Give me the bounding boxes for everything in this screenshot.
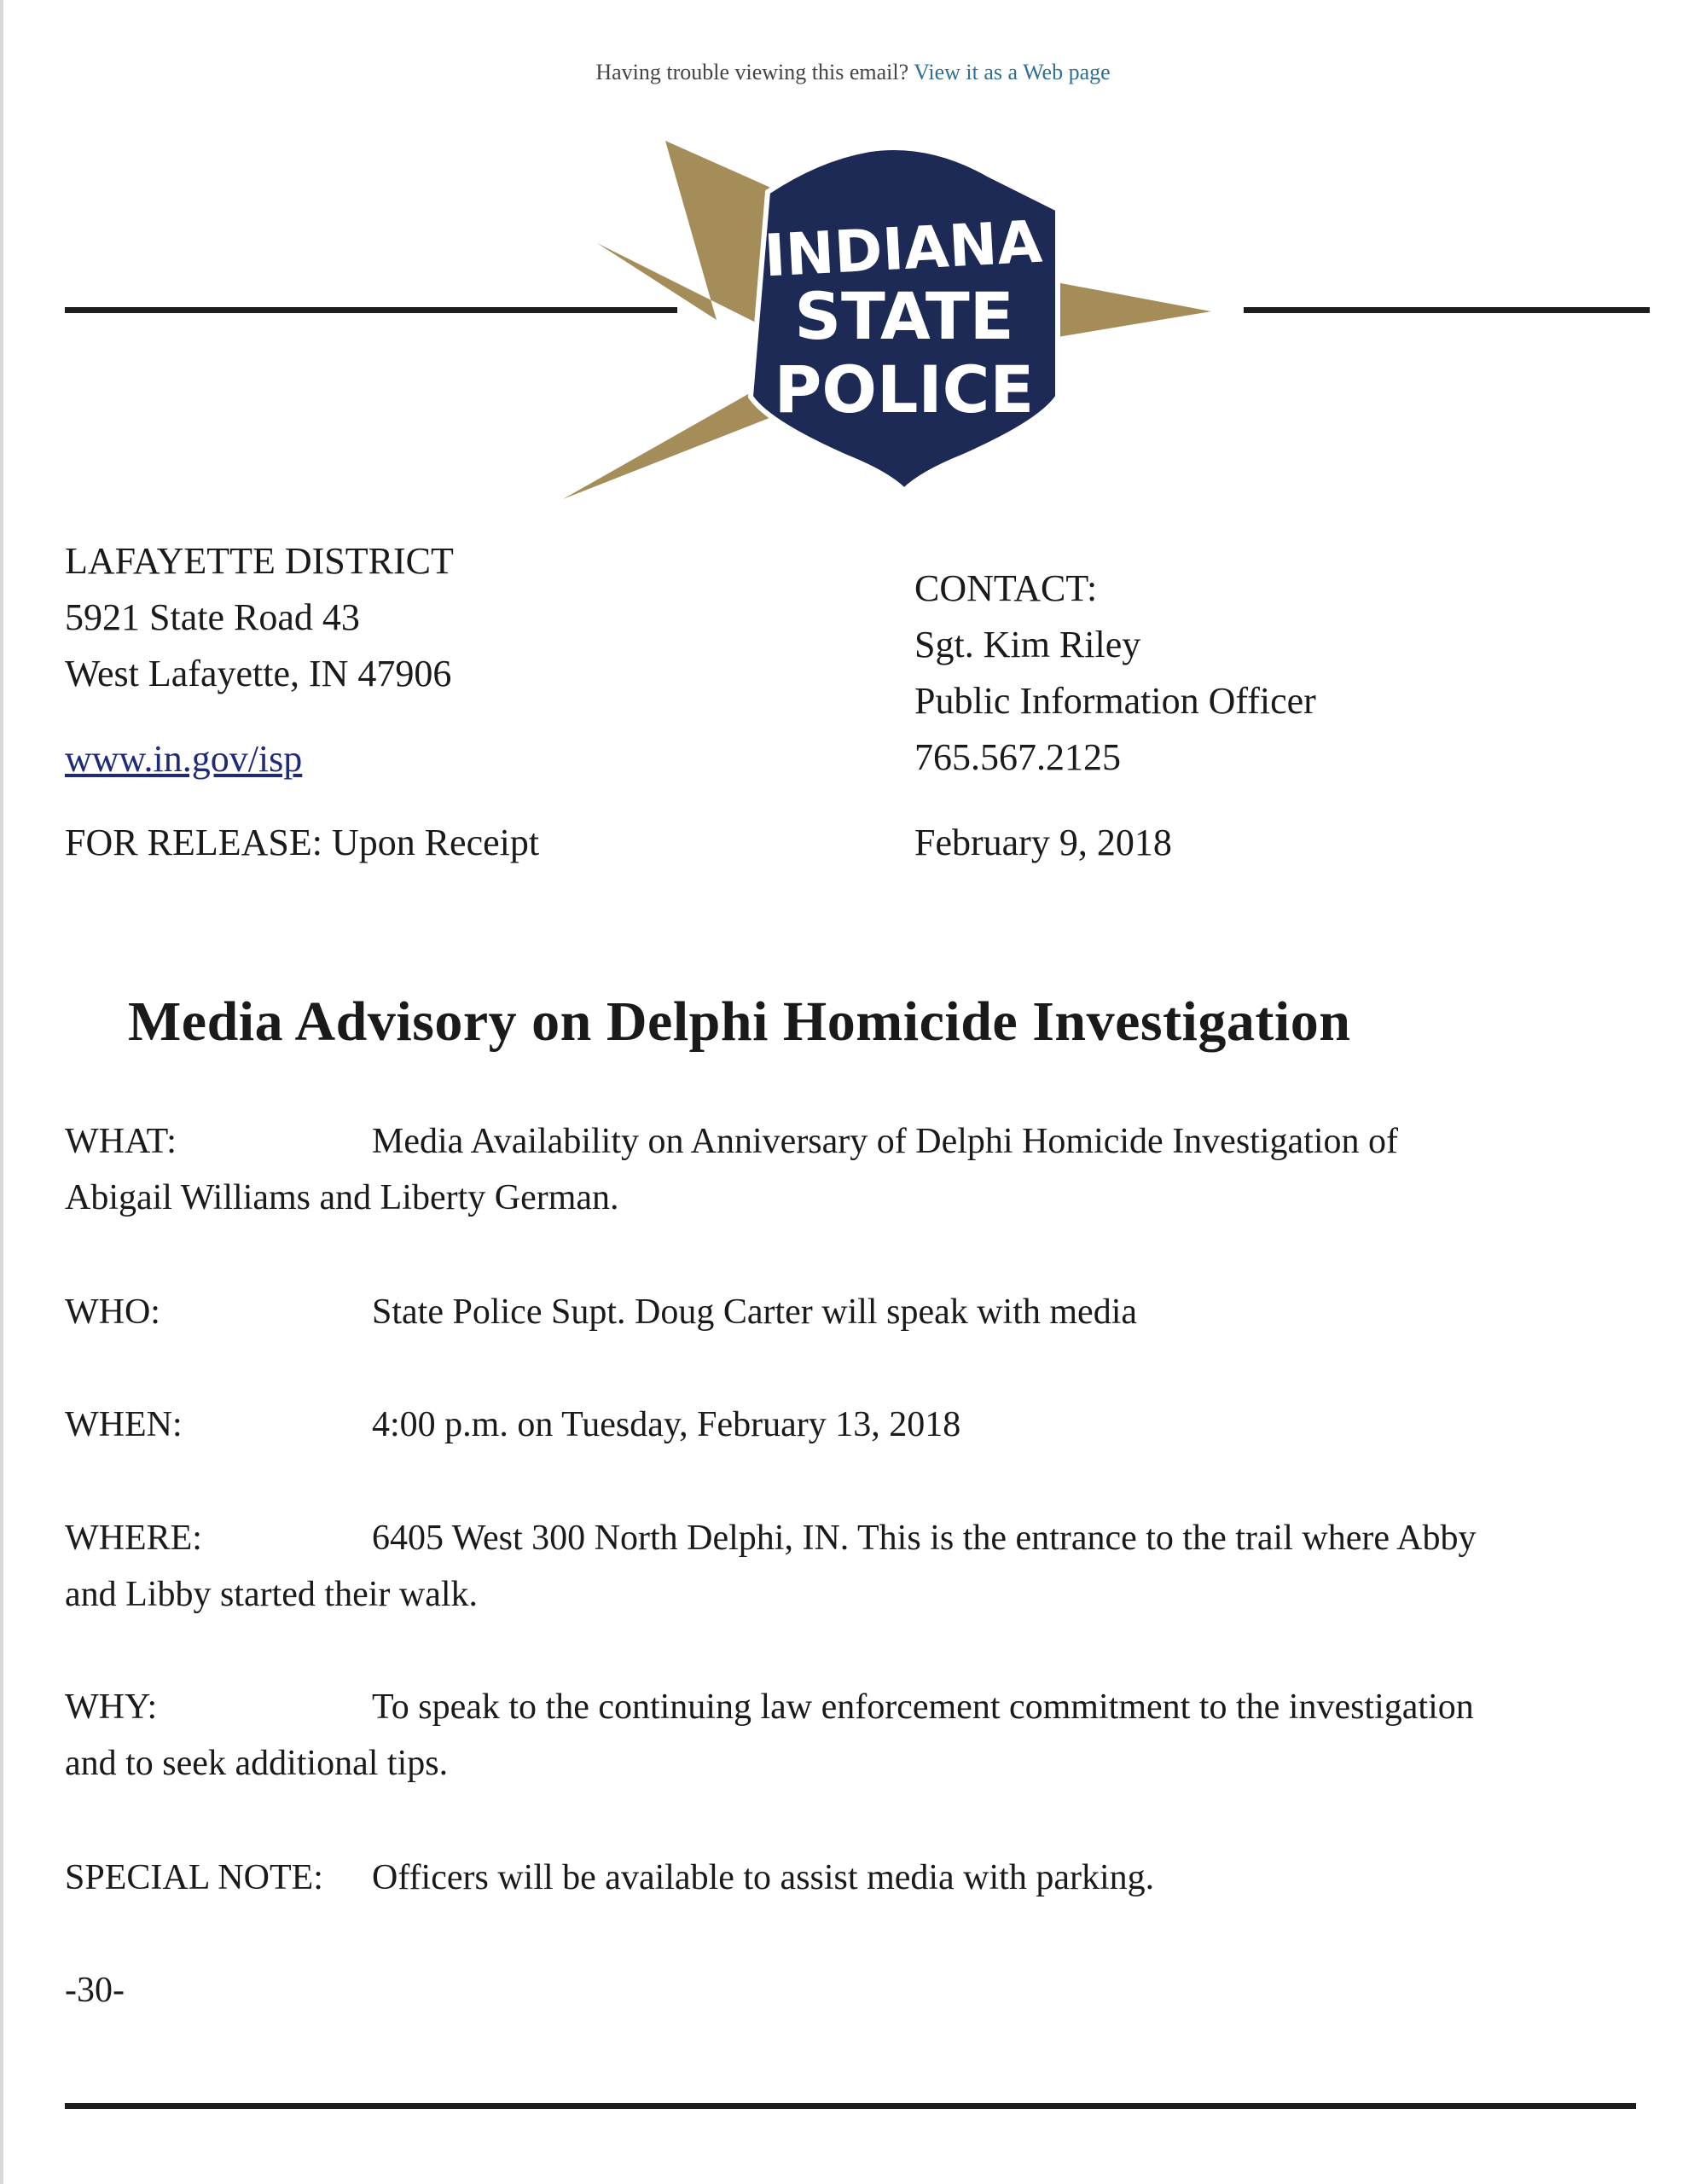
release-label: FOR RELEASE: Upon Receipt <box>65 822 540 863</box>
special-note-text: Officers will be available to assist media with parking. <box>372 1858 1155 1897</box>
who-section <box>65 1284 1634 1340</box>
why-text: To speak to the continuing law enforcement commitment to the investigation <box>372 1687 1474 1727</box>
release-date: February 9, 2018 <box>914 822 1172 863</box>
when-text: 4:00 p.m. on Tuesday, February 13, 2018 <box>372 1405 961 1444</box>
email-notice-prompt: Having trouble viewing this email? <box>595 60 909 84</box>
where-text: 6405 West 300 North Delphi, IN. This is the entrance to the trail where Abby <box>372 1519 1477 1558</box>
logo-line-state: STATE <box>794 278 1014 354</box>
district-name: LAFAYETTE DISTRICT <box>65 540 454 582</box>
logo-line-indiana: INDIANA <box>762 208 1044 291</box>
why-continuation: and to seek additional tips. <box>65 1744 449 1783</box>
why-label: WHY: <box>65 1687 158 1727</box>
contact-label: CONTACT: <box>914 567 1098 609</box>
email-notice <box>0 60 1706 85</box>
page-title: Media Advisory on Delphi Homicide Investigation <box>128 990 1351 1053</box>
what-continuation: Abigail Williams and Liberty German. <box>65 1178 619 1217</box>
view-as-webpage-link[interactable]: View it as a Web page <box>914 60 1111 84</box>
district-city: West Lafayette, IN 47906 <box>65 653 452 694</box>
end-mark: -30- <box>65 1971 125 2010</box>
what-line <box>65 1113 1634 1170</box>
what-section <box>65 1113 1634 1226</box>
why-line <box>65 1679 1634 1735</box>
when-label: WHEN: <box>65 1405 183 1444</box>
where-continuation: and Libby started their walk. <box>65 1575 479 1614</box>
page-left-edge <box>0 0 3 2184</box>
where-label: WHERE: <box>65 1519 202 1558</box>
why-section <box>65 1679 1634 1792</box>
what-text: Media Availability on Anniversary of Delphi Homicide Investigation of <box>372 1122 1398 1161</box>
who-label: WHO: <box>65 1292 160 1332</box>
contact-phone: 765.567.2125 <box>914 736 1121 778</box>
when-section <box>65 1397 1634 1453</box>
district-website-link[interactable]: www.in.gov/isp <box>65 738 303 780</box>
special-note-section <box>65 1850 1634 1906</box>
footer-rule <box>65 2103 1636 2109</box>
who-text: State Police Supt. Doug Carter will speak with media <box>372 1292 1138 1332</box>
what-label: WHAT: <box>65 1122 177 1161</box>
logo-line-police: POLICE <box>774 351 1035 427</box>
where-section <box>65 1510 1634 1623</box>
district-street: 5921 State Road 43 <box>65 596 360 638</box>
where-line <box>65 1510 1634 1566</box>
contact-name: Sgt. Kim Riley <box>914 624 1141 665</box>
contact-title: Public Information Officer <box>914 680 1316 722</box>
special-note-label: SPECIAL NOTE: <box>65 1858 323 1897</box>
header-rule-right <box>1244 307 1650 313</box>
indiana-state-police-logo <box>563 141 1228 508</box>
